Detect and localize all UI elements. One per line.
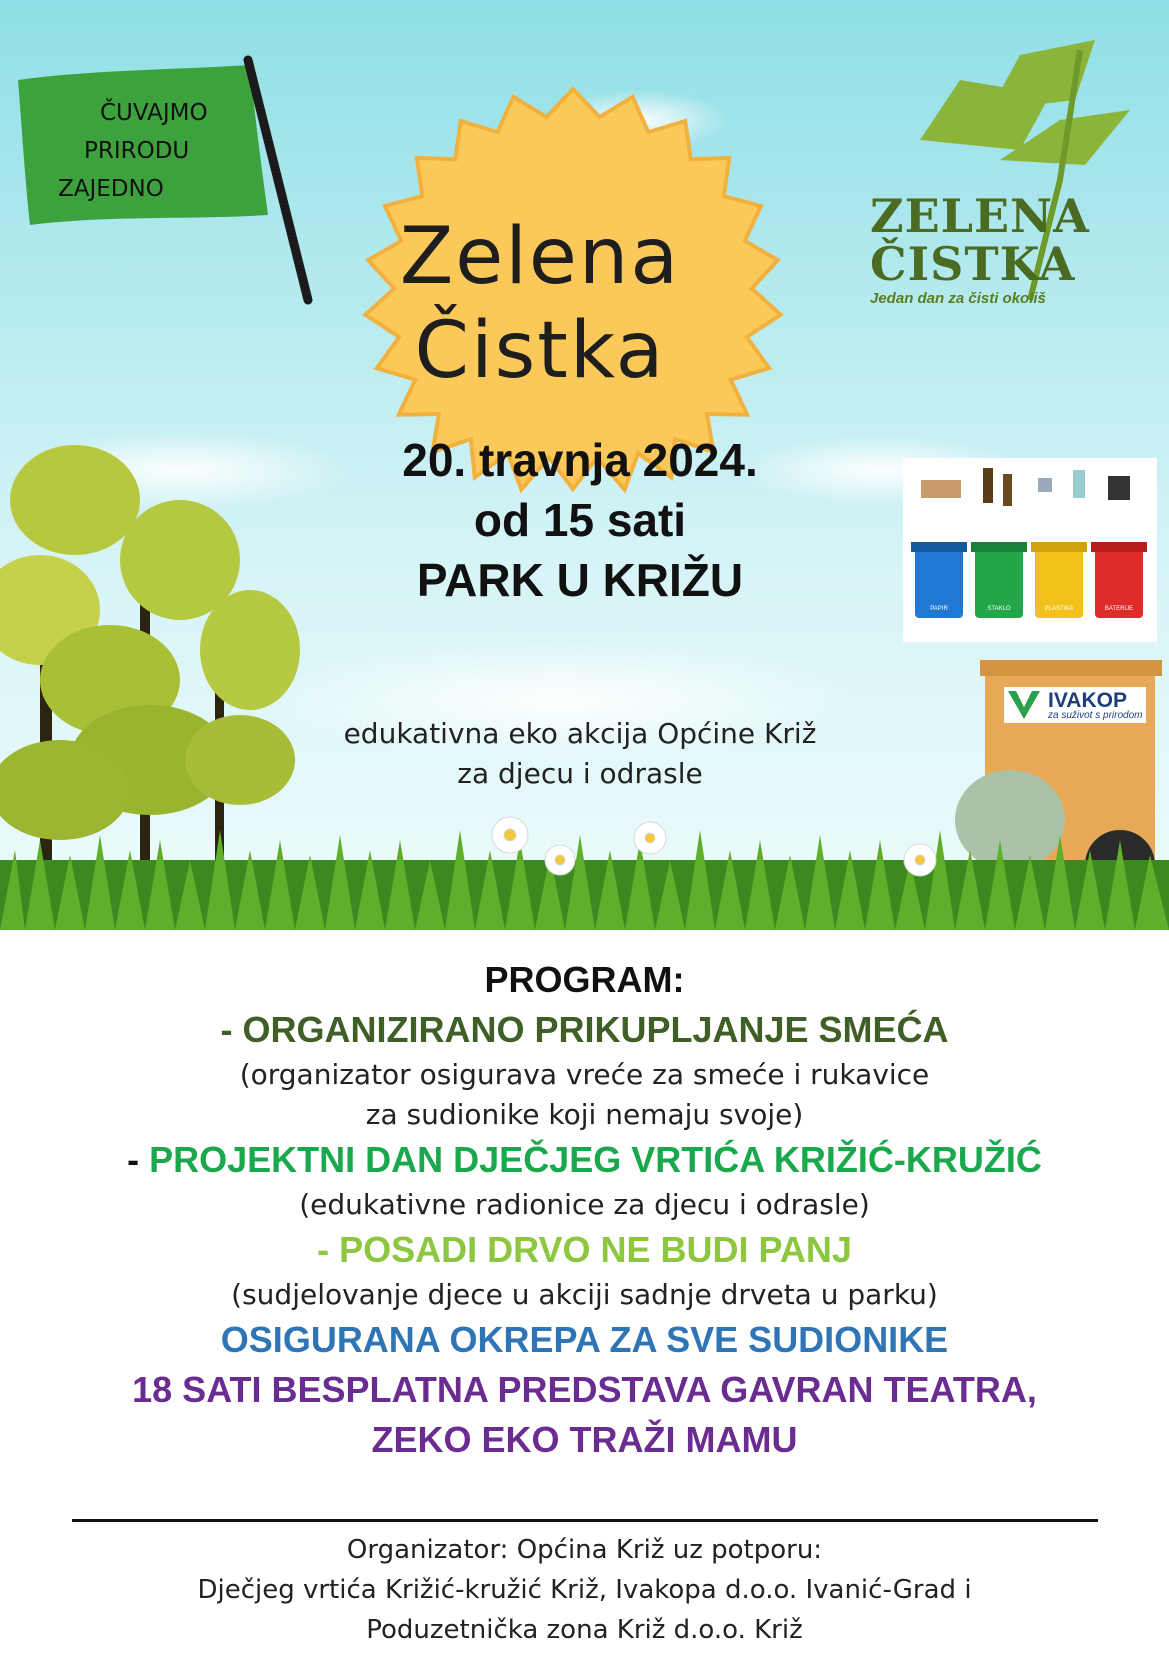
program-item-1-note-1: (organizator osigurava vreće za smeće i rukavice bbox=[239, 1058, 930, 1091]
program-item-3: - POSADI DRVO NE BUDI PANJ bbox=[317, 1229, 852, 1270]
edu-line-1: edukativna eko akcija Općine Križ bbox=[343, 717, 817, 750]
title-line-1: Zelena bbox=[399, 212, 681, 302]
flag-line-1: ČUVAJMO bbox=[100, 100, 208, 126]
edu-line-2: za djecu i odrasle bbox=[457, 757, 703, 790]
program-item-2-note: (edukativne radionice za djecu i odrasle) bbox=[299, 1188, 870, 1221]
ivakop-tagline: za suživot s prirodom bbox=[1048, 710, 1143, 721]
program-item-1-note-2: za sudionike koji nemaju svoje) bbox=[365, 1098, 804, 1131]
program-refreshment: OSIGURANA OKREPA ZA SVE SUDIONIKE bbox=[220, 1319, 949, 1360]
footer bbox=[40, 1530, 1129, 1650]
recycling-bins-icon bbox=[903, 458, 1157, 642]
flag-line-3: ZAJEDNO bbox=[58, 176, 164, 202]
footer-line-1: Organizator: Općina Križ uz potporu: bbox=[346, 1535, 823, 1565]
logo-line-2: ČISTKA bbox=[870, 237, 1076, 291]
program-item-2: PROJEKTNI DAN DJEČJEG VRTIĆA KRIŽIĆ-KRUŽIĆ bbox=[149, 1139, 1042, 1180]
program-show-line-2: ZEKO EKO TRAŽI MAMU bbox=[371, 1419, 798, 1460]
logo-title bbox=[870, 189, 1090, 291]
bin-label-paper: PAPIR bbox=[930, 606, 948, 612]
divider bbox=[72, 1519, 1098, 1522]
flag-text bbox=[40, 94, 260, 208]
flag-line-2: PRIRODU bbox=[84, 138, 190, 164]
program-item-3-note: (sudjelovanje djece u akciji sadnje drveta u parku) bbox=[231, 1278, 938, 1311]
footer-line-2: Dječjeg vrtića Križić-kružić Križ, Ivakopa d.o.o. Ivanić-Grad i bbox=[197, 1575, 972, 1605]
bin-label-plastic: PLASTIKA bbox=[1044, 606, 1074, 612]
event-place: PARK U KRIŽU bbox=[416, 554, 744, 606]
logo-tagline: Jedan dan za čisti okoliš bbox=[870, 290, 1046, 307]
event-title bbox=[340, 210, 740, 398]
ivakop-name: IVAKOP bbox=[1048, 689, 1127, 712]
bin-label-batteries: BATERIJE bbox=[1104, 606, 1134, 612]
edu-description bbox=[300, 714, 860, 794]
program-section bbox=[40, 955, 1129, 1465]
recycling-bins-image bbox=[903, 458, 1157, 642]
program-show-line-1: 18 SATI BESPLATNA PREDSTAVA GAVRAN TEATRA, bbox=[132, 1369, 1037, 1410]
event-time: od 15 sati bbox=[473, 494, 687, 546]
bin-label-glass: STAKLO bbox=[987, 606, 1011, 612]
logo-line-1: ZELENA bbox=[870, 189, 1090, 243]
program-item-2-dash: - bbox=[127, 1139, 150, 1180]
event-date: 20. travnja 2024. bbox=[402, 434, 758, 486]
ivakop-v-icon bbox=[1004, 687, 1044, 723]
footer-line-3: Poduzetnička zona Križ d.o.o. Križ bbox=[366, 1615, 803, 1645]
program-item-2-row bbox=[40, 1135, 1129, 1185]
program-heading: PROGRAM: bbox=[484, 959, 685, 1000]
event-details bbox=[300, 430, 860, 610]
title-line-2: Čistka bbox=[414, 306, 666, 396]
program-item-1: - ORGANIZIRANO PRIKUPLJANJE SMEĆA bbox=[220, 1009, 949, 1050]
